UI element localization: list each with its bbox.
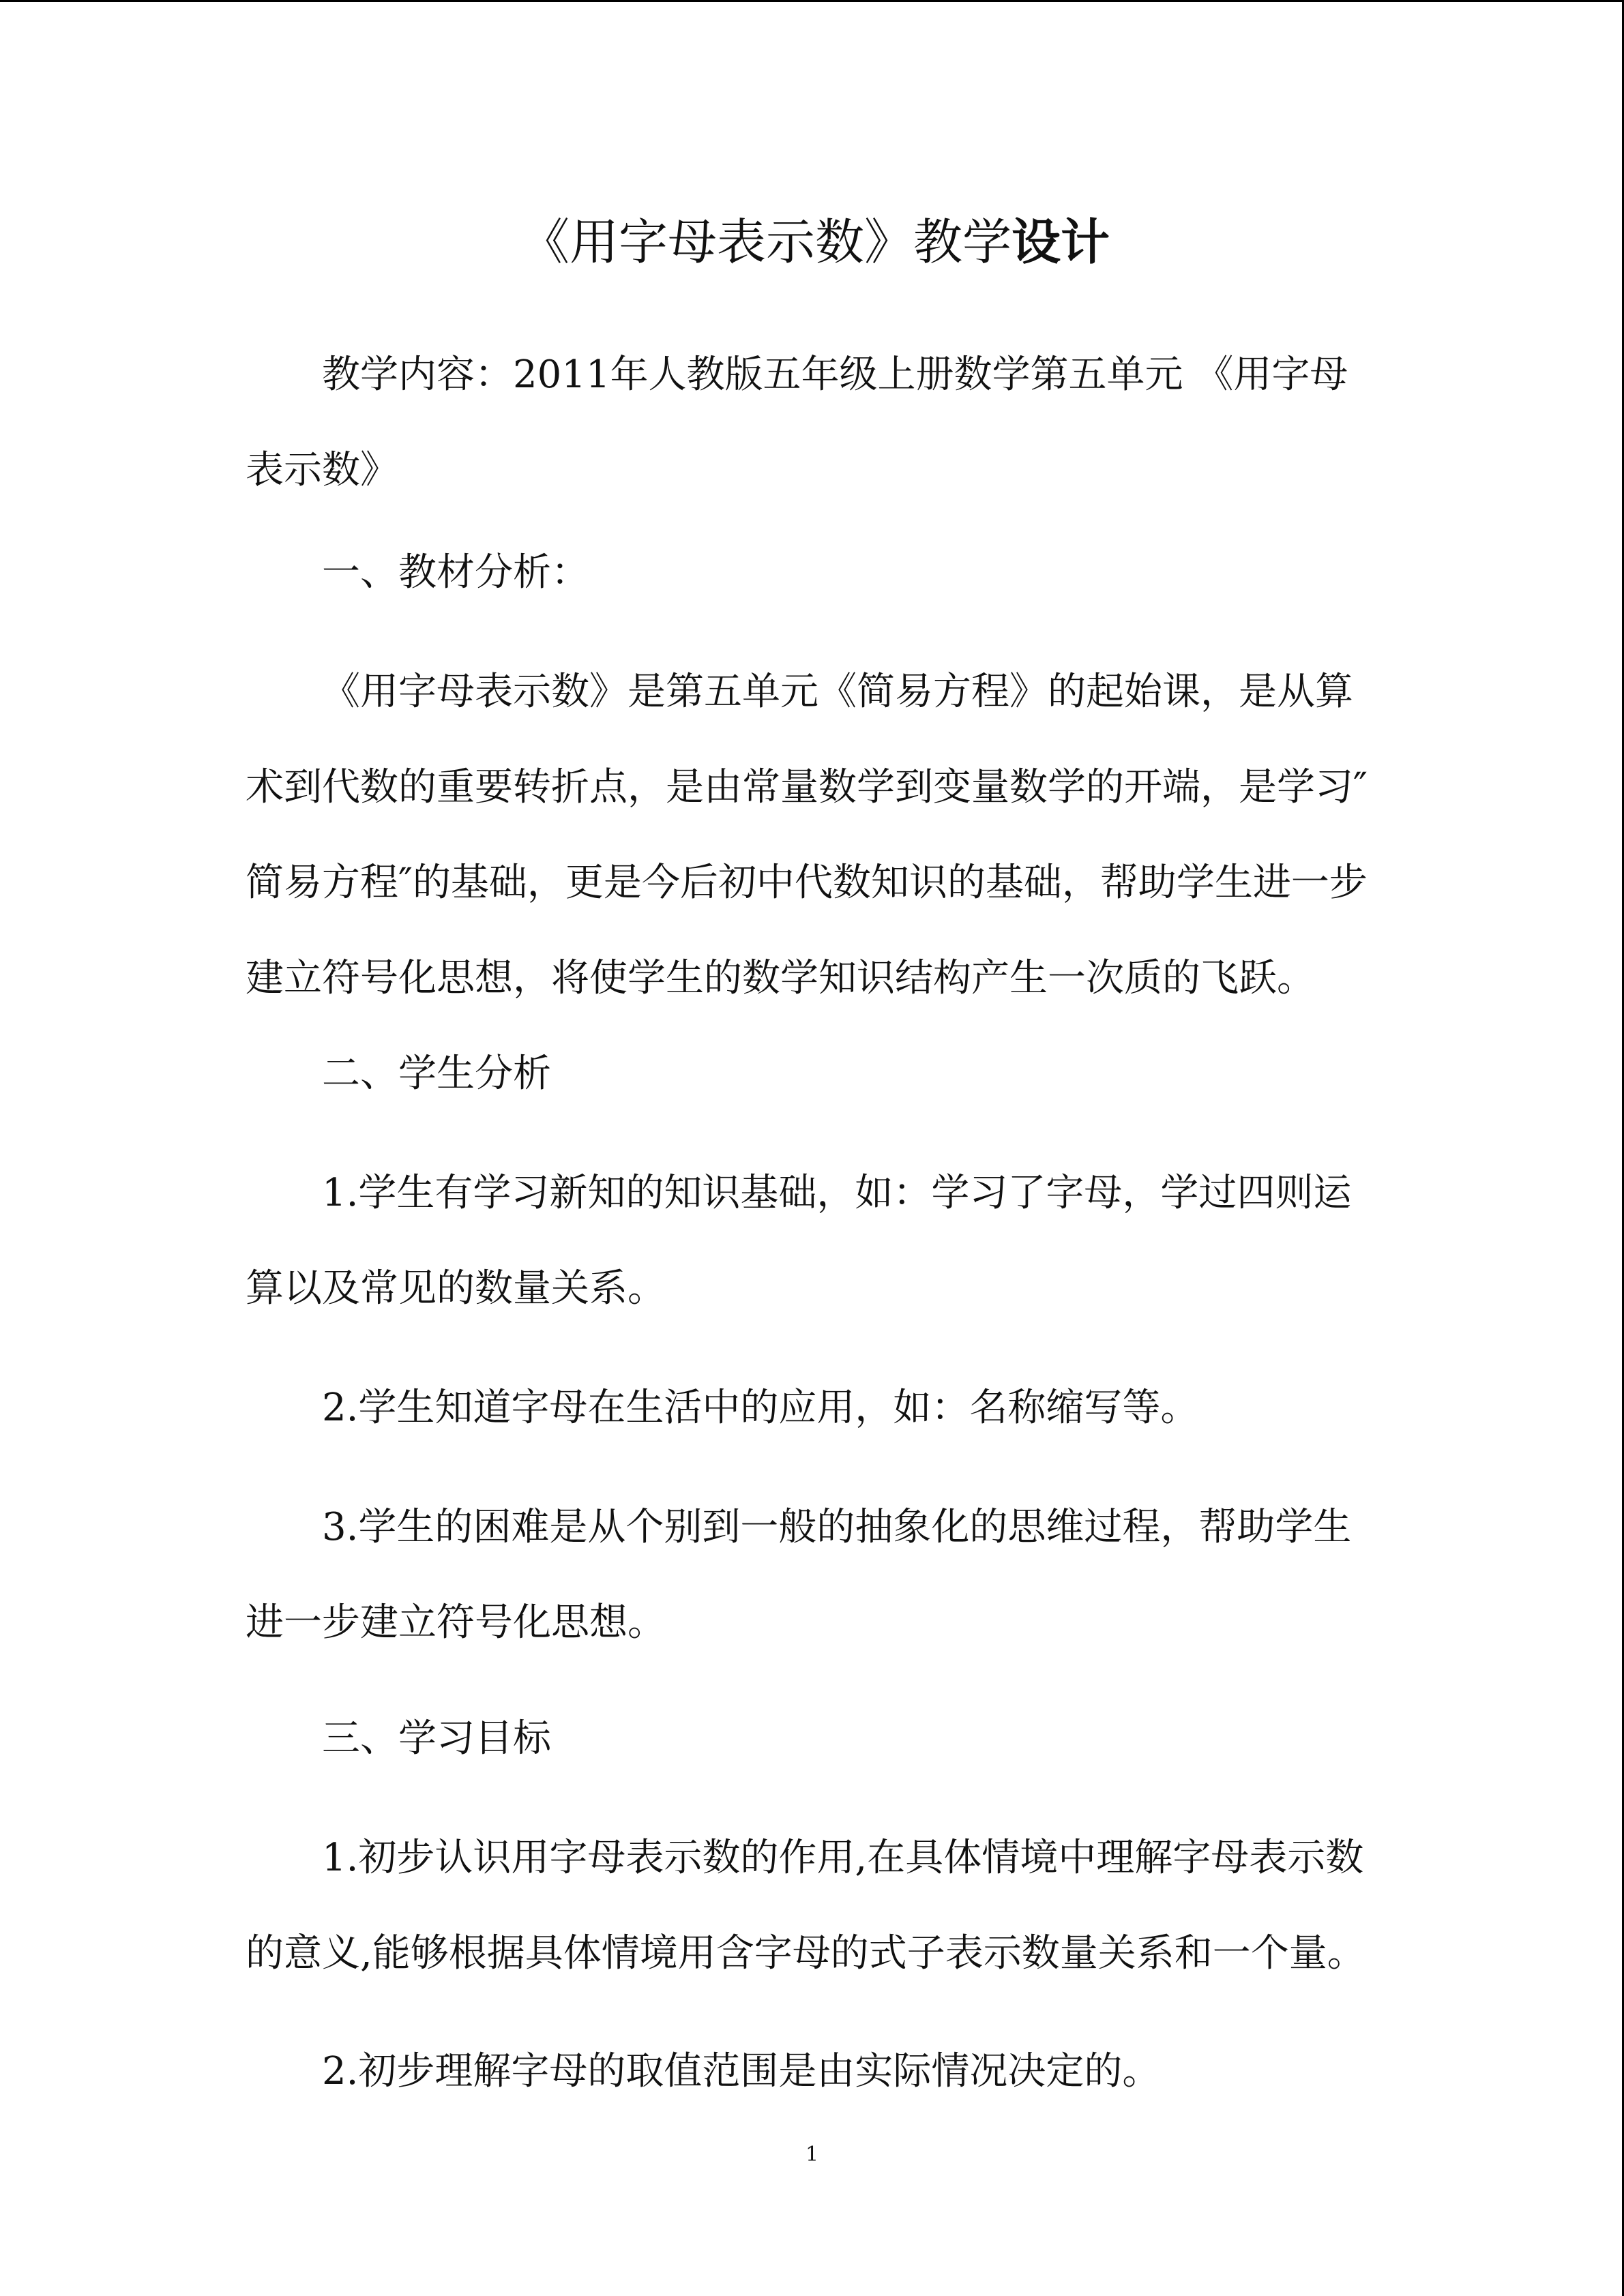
student-analysis-item: 3.学生的困难是从个别到一般的抽象化的思维过程，帮助学生进一步建立符号化思想。 <box>246 1505 1352 1645</box>
objective-item: 2.初步理解字母的取值范围是由实际情况决定的。 <box>322 2049 1161 2093</box>
materials-analysis-paragraph: 《用字母表示数》是第五单元《简易方程》的起始课，是从算术到代数的重要转折点，是由常量数学到变量数学的开端，是学习″简易方程″的基础，更是今后初中代数知识的基础，帮助学生进一步建立符号化思想，将使学生的数学知识结构产生一次质的飞跃。 <box>246 670 1368 1000</box>
student-analysis-item: 1.学生有学习新知的知识基础，如：学习了字母，学过四则运算以及常见的数量关系。 <box>246 1171 1352 1311</box>
title-bold: 设计 <box>1012 213 1110 271</box>
student-analysis-item: 2.学生知道字母在生活中的应用，如：名称缩写等。 <box>322 1386 1199 1430</box>
page-number: 1 <box>805 2143 819 2166</box>
section-heading-materials: 一、教材分析： <box>322 550 589 595</box>
teaching-content: 教学内容：2011年人教版五年级上册数学第五单元 《用字母表示数》 <box>246 353 1348 492</box>
section-heading-objectives: 三、学习目标 <box>322 1716 551 1761</box>
section-heading-students: 二、学生分析 <box>322 1052 551 1096</box>
document-title <box>246 205 1385 280</box>
objective-item: 1.初步认识用字母表示数的作用,在具体情境中理解字母表示数的意义,能够根据具体情境用含字母的式子表示数量关系和一个量。 <box>246 1836 1365 1976</box>
title-main: 《用字母表示数》教学 <box>520 213 1012 271</box>
